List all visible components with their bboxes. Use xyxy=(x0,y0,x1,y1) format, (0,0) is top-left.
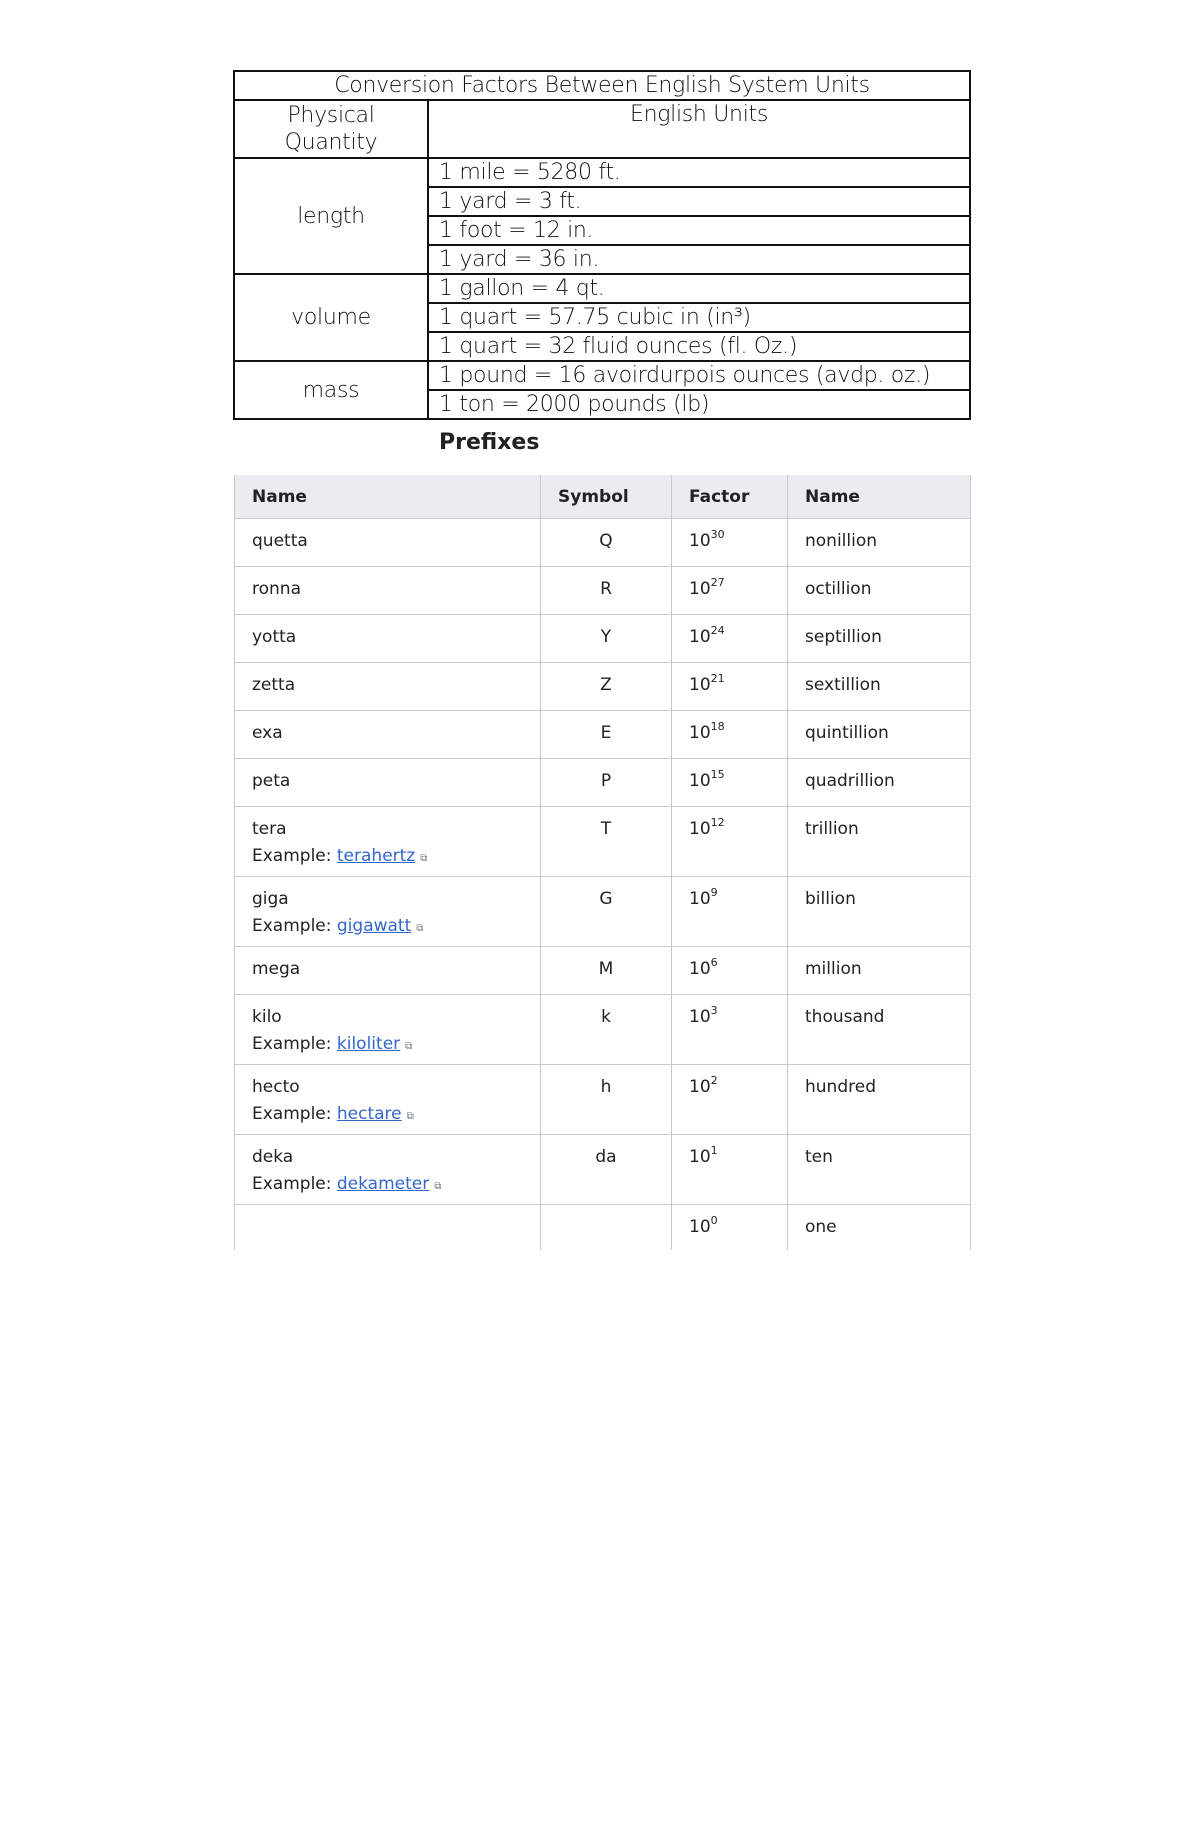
prefix-symbol xyxy=(541,1205,672,1251)
number-name: trillion xyxy=(788,807,971,877)
number-name: septillion xyxy=(788,615,971,663)
conversion-row xyxy=(234,361,970,390)
prefix-row xyxy=(235,759,971,807)
prefix-factor xyxy=(672,615,788,663)
external-link-icon: ⧉ xyxy=(416,923,424,934)
factor-base: 10 xyxy=(689,1077,711,1097)
prefix-symbol: Q xyxy=(541,519,672,567)
factor-base: 10 xyxy=(689,1147,711,1167)
factor-exponent: 0 xyxy=(710,1214,718,1227)
unit-conversion-cell: 1 pound = 16 avoirdurpois ounces (avdp. oz.) xyxy=(428,361,970,390)
number-name: billion xyxy=(788,877,971,947)
factor-exponent: 9 xyxy=(710,886,718,899)
factor-exponent: 21 xyxy=(710,672,725,685)
number-name: thousand xyxy=(788,995,971,1065)
prefix-row xyxy=(235,877,971,947)
unit-conversion-cell: 1 foot = 12 in. xyxy=(428,216,970,245)
number-name: one xyxy=(788,1205,971,1251)
factor-base: 10 xyxy=(689,1007,711,1027)
example-label: Example: xyxy=(252,846,332,866)
prefix-symbol: da xyxy=(541,1135,672,1205)
prefix-factor xyxy=(672,877,788,947)
number-name: sextillion xyxy=(788,663,971,711)
unit-conversion-cell: 1 yard = 3 ft. xyxy=(428,187,970,216)
unit-conversion-cell: 1 quart = 57.75 cubic in (in³) xyxy=(428,303,970,332)
prefix-row xyxy=(235,711,971,759)
prefixes-heading: Prefixes xyxy=(439,430,540,455)
external-link-icon: ⧉ xyxy=(405,1041,413,1052)
prefix-name-cell xyxy=(235,947,541,995)
factor-base: 10 xyxy=(689,627,711,647)
factor-base: 10 xyxy=(689,771,711,791)
prefix-factor xyxy=(672,711,788,759)
prefix-symbol: h xyxy=(541,1065,672,1135)
conversion-table-title: Conversion Factors Between English System Units xyxy=(234,71,970,100)
unit-conversion-cell: 1 ton = 2000 pounds (lb) xyxy=(428,390,970,419)
number-name: hundred xyxy=(788,1065,971,1135)
prefix-name-cell xyxy=(235,759,541,807)
physical-quantity-cell: volume xyxy=(234,274,428,361)
unit-conversion-cell: 1 mile = 5280 ft. xyxy=(428,158,970,187)
prefix-name-cell xyxy=(235,519,541,567)
unit-conversion-cell: 1 quart = 32 fluid ounces (fl. Oz.) xyxy=(428,332,970,361)
prefix-row xyxy=(235,807,971,877)
prefix-row xyxy=(235,567,971,615)
prefix-factor xyxy=(672,1135,788,1205)
prefix-symbol: Z xyxy=(541,663,672,711)
prefix-name: exa xyxy=(252,723,283,743)
example-label: Example: xyxy=(252,1174,332,1194)
example-label: Example: xyxy=(252,916,332,936)
number-name: octillion xyxy=(788,567,971,615)
header-physical-quantity: Physical Quantity xyxy=(234,100,428,158)
example-link[interactable]: hectare xyxy=(336,1104,402,1124)
prefix-name-cell xyxy=(235,1205,541,1251)
column-header-name: Name xyxy=(235,475,541,519)
prefix-name: kilo xyxy=(252,1007,282,1027)
prefix-factor xyxy=(672,947,788,995)
example-link[interactable]: gigawatt xyxy=(336,916,412,936)
column-header-symbol: Symbol xyxy=(541,475,672,519)
factor-base: 10 xyxy=(689,889,711,909)
prefix-factor xyxy=(672,567,788,615)
prefix-name-cell xyxy=(235,1135,541,1205)
prefix-name: ronna xyxy=(252,579,301,599)
number-name: quintillion xyxy=(788,711,971,759)
external-link-icon: ⧉ xyxy=(420,853,428,864)
prefix-example xyxy=(252,1174,523,1204)
factor-exponent: 6 xyxy=(710,956,718,969)
column-header-factor: Factor xyxy=(672,475,788,519)
prefix-name: giga xyxy=(252,889,289,909)
prefix-symbol: k xyxy=(541,995,672,1065)
factor-exponent: 2 xyxy=(710,1074,718,1087)
prefix-name: tera xyxy=(252,819,287,839)
prefix-name-cell xyxy=(235,807,541,877)
example-link[interactable]: dekameter xyxy=(336,1174,430,1194)
physical-quantity-cell: length xyxy=(234,158,428,274)
prefix-example xyxy=(252,846,523,876)
factor-base: 10 xyxy=(689,723,711,743)
prefix-symbol: R xyxy=(541,567,672,615)
prefix-name: quetta xyxy=(252,531,308,551)
prefix-name-cell xyxy=(235,1065,541,1135)
prefix-name: hecto xyxy=(252,1077,300,1097)
factor-base: 10 xyxy=(689,819,711,839)
example-label: Example: xyxy=(252,1104,332,1124)
prefix-row xyxy=(235,1135,971,1205)
unit-conversion-cell: 1 yard = 36 in. xyxy=(428,245,970,274)
conversion-row xyxy=(234,274,970,303)
prefix-symbol: G xyxy=(541,877,672,947)
external-link-icon: ⧉ xyxy=(406,1111,414,1122)
prefix-name: deka xyxy=(252,1147,294,1167)
prefix-name: zetta xyxy=(252,675,296,695)
prefix-factor xyxy=(672,663,788,711)
prefix-row xyxy=(235,947,971,995)
number-name: nonillion xyxy=(788,519,971,567)
unit-conversion-cell: 1 gallon = 4 qt. xyxy=(428,274,970,303)
factor-base: 10 xyxy=(689,1217,711,1237)
factor-base: 10 xyxy=(689,675,711,695)
factor-exponent: 1 xyxy=(710,1144,718,1157)
prefix-name-cell xyxy=(235,567,541,615)
factor-base: 10 xyxy=(689,579,711,599)
prefix-symbol: Y xyxy=(541,615,672,663)
prefix-name: mega xyxy=(252,959,301,979)
prefix-factor xyxy=(672,1205,788,1251)
factor-exponent: 24 xyxy=(710,624,725,637)
prefixes-table xyxy=(234,475,971,1250)
prefix-symbol: T xyxy=(541,807,672,877)
factor-exponent: 12 xyxy=(710,816,725,829)
example-label: Example: xyxy=(252,1034,332,1054)
prefix-name-cell xyxy=(235,663,541,711)
prefix-row xyxy=(235,995,971,1065)
prefix-example xyxy=(252,1104,523,1134)
prefix-name-cell xyxy=(235,711,541,759)
prefix-name: yotta xyxy=(252,627,297,647)
physical-quantity-cell: mass xyxy=(234,361,428,419)
external-link-icon: ⧉ xyxy=(434,1181,442,1192)
conversion-row xyxy=(234,158,970,187)
prefix-example xyxy=(252,916,523,946)
factor-base: 10 xyxy=(689,531,711,551)
factor-base: 10 xyxy=(689,959,711,979)
number-name: million xyxy=(788,947,971,995)
factor-exponent: 30 xyxy=(710,528,725,541)
number-name: quadrillion xyxy=(788,759,971,807)
factor-exponent: 15 xyxy=(710,768,725,781)
prefix-factor xyxy=(672,807,788,877)
factor-exponent: 18 xyxy=(710,720,725,733)
prefix-name-cell xyxy=(235,877,541,947)
prefix-factor xyxy=(672,519,788,567)
prefix-row xyxy=(235,1205,971,1251)
prefixes-header-row xyxy=(235,475,971,519)
prefix-row xyxy=(235,1065,971,1135)
prefix-example xyxy=(252,1034,523,1064)
header-english-units: English Units xyxy=(428,100,970,158)
prefix-factor xyxy=(672,759,788,807)
example-link[interactable]: kiloliter xyxy=(336,1034,401,1054)
prefix-name-cell xyxy=(235,615,541,663)
prefix-row xyxy=(235,519,971,567)
factor-exponent: 27 xyxy=(710,576,725,589)
prefix-symbol: M xyxy=(541,947,672,995)
prefix-factor xyxy=(672,995,788,1065)
example-link[interactable]: terahertz xyxy=(336,846,416,866)
conversion-table xyxy=(233,70,971,420)
number-name: ten xyxy=(788,1135,971,1205)
column-header-number-name: Name xyxy=(788,475,971,519)
prefix-name-cell xyxy=(235,995,541,1065)
prefix-row xyxy=(235,663,971,711)
factor-exponent: 3 xyxy=(710,1004,718,1017)
prefix-factor xyxy=(672,1065,788,1135)
prefix-symbol: P xyxy=(541,759,672,807)
prefix-symbol: E xyxy=(541,711,672,759)
prefix-name: peta xyxy=(252,771,291,791)
prefix-row xyxy=(235,615,971,663)
